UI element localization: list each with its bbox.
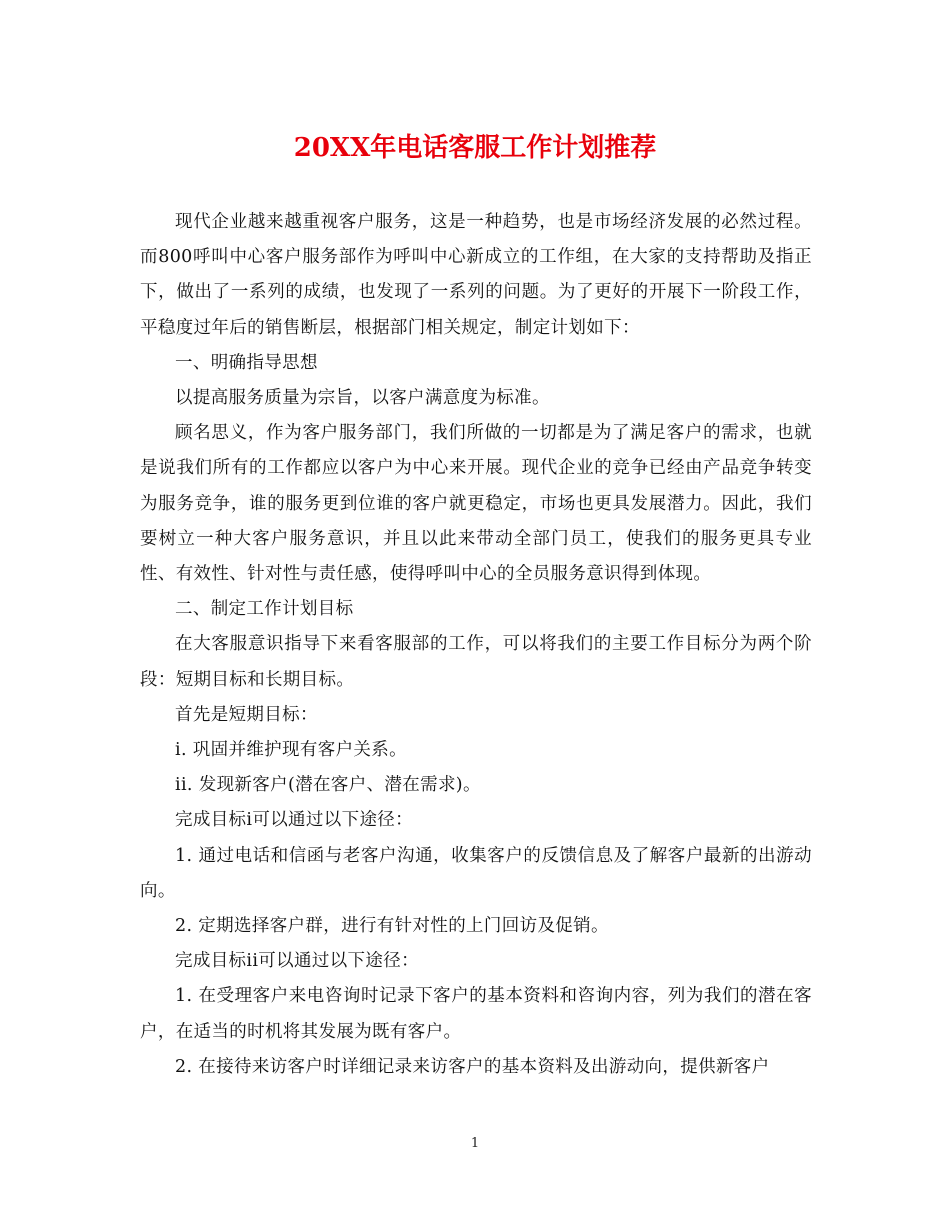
- list-item: 1. 通过电话和信函与老客户沟通，收集客户的反馈信息及了解客户最新的出游动向。: [140, 845, 812, 901]
- section-heading-2: 二、制定工作计划目标: [175, 599, 354, 620]
- paragraph: 首先是短期目标：: [175, 704, 318, 725]
- paragraph: 在大客服意识指导下来看客服部的工作，可以将我们的主要工作目标分为两个阶段：短期目标和长期目标。: [140, 634, 812, 690]
- list-item: 2. 在接待来访客户时详细记录来访客户的基本资料及出游动向，提供新客户: [175, 1056, 770, 1077]
- list-item: 2. 定期选择客户群，进行有针对性的上门回访及促销。: [175, 916, 609, 937]
- document-title: 20XX年电话客服工作计划推荐: [293, 133, 657, 163]
- paragraph: 完成目标ii可以通过以下途径：: [175, 951, 419, 972]
- paragraph: 以提高服务质量为宗旨，以客户满意度为标准。: [175, 388, 550, 409]
- list-item: i. 巩固并维护现有客户关系。: [175, 740, 407, 761]
- section-heading-1: 一、明确指导思想: [175, 352, 318, 373]
- list-item: 1. 在受理客户来电咨询时记录下客户的基本资料和咨询内容，列为我们的潜在客户，在适当的时机将其发展为既有客户。: [140, 986, 812, 1042]
- paragraph: 完成目标i可以通过以下途径：: [175, 810, 413, 831]
- list-item: ii. 发现新客户(潜在客户、潜在需求)。: [175, 775, 481, 796]
- document-body: [140, 205, 812, 1085]
- page-number: 1: [470, 1136, 480, 1151]
- paragraph: 顾名思义，作为客户服务部门，我们所做的一切都是为了满足客户的需求，也就是说我们所有的工作都应以客户为中心来开展。现代企业的竞争已经由产品竞争转变为服务竞争，谁的服务更到位谁的客户就更稳定，市场也更具发展潜力。因此，我们要树立一种大客户服务意识，并且以此来带动全部门员工，使我们的服务更具专业性、有效性、针对性与责任感，使得呼叫中心的全员服务意识得到体现。: [140, 423, 812, 585]
- paragraph-intro: 现代企业越来越重视客户服务，这是一种趋势，也是市场经济发展的必然过程。而800呼叫中心客户服务部作为呼叫中心新成立的工作组，在大家的支持帮助及指正下，做出了一系列的成绩，也发现了一系列的问题。为了更好的开展下一阶段工作，平稳度过年后的销售断层，根据部门相关规定，制定计划如下：: [140, 212, 812, 338]
